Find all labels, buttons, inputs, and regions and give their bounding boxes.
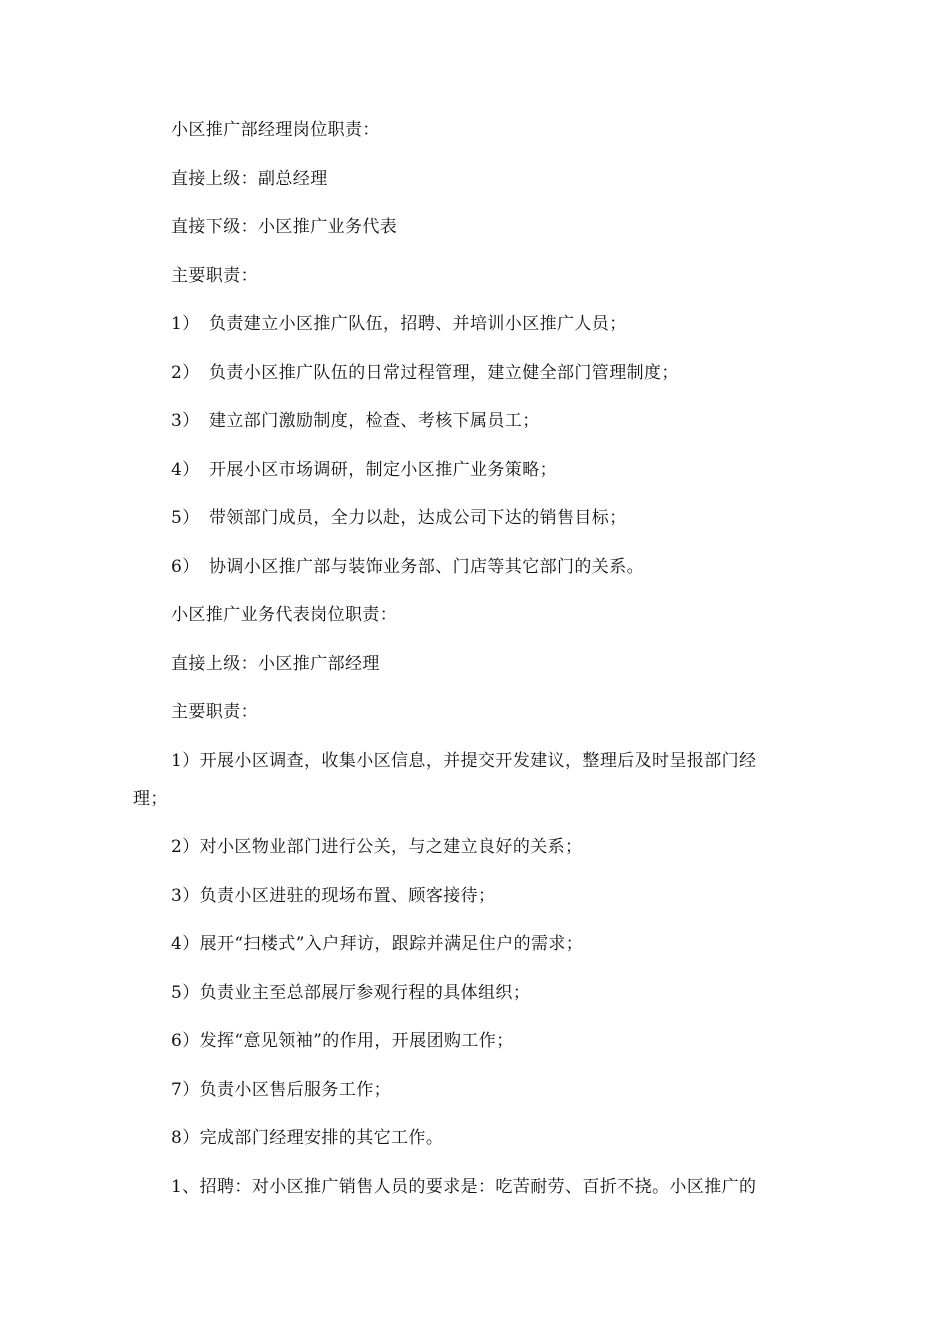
- rep-duty-item: 5）负责业主至总部展厅参观行程的具体组织；: [171, 983, 531, 1003]
- duty-text: 负责建立小区推广队伍，招聘、并培训小区推广人员；: [209, 314, 627, 334]
- rep-section-title: 小区推广业务代表岗位职责：: [171, 605, 398, 625]
- rep-duty-item-1-continuation: 理；: [133, 789, 168, 809]
- manager-duty-item: [171, 409, 540, 433]
- manager-duty-item: [171, 312, 627, 336]
- manager-duty-item: [171, 506, 627, 530]
- manager-superior: 直接上级：副总经理: [171, 169, 328, 189]
- manager-duty-item: [171, 458, 557, 482]
- duty-number: 4）: [171, 460, 200, 480]
- manager-subordinate: 直接下级：小区推广业务代表: [171, 217, 398, 237]
- duty-number: 3）: [171, 411, 200, 431]
- duty-text: 负责小区推广队伍的日常过程管理，建立健全部门管理制度；: [209, 363, 679, 383]
- duty-text: 协调小区推广部与装饰业务部、门店等其它部门的关系。: [209, 557, 644, 577]
- rep-duty-item: 7）负责小区售后服务工作；: [171, 1080, 392, 1100]
- manager-section-title: 小区推广部经理岗位职责：: [171, 120, 380, 140]
- duty-number: 1）: [171, 314, 200, 334]
- rep-duty-item: 2）对小区物业部门进行公关，与之建立良好的关系；: [171, 837, 583, 857]
- rep-duty-item-1: 1）开展小区调查，收集小区信息，并提交开发建议，整理后及时呈报部门经: [171, 751, 757, 771]
- duty-number: 5）: [171, 508, 200, 528]
- rep-duty-item: 3）负责小区进驻的现场布置、顾客接待；: [171, 886, 496, 906]
- rep-duty-item: 8）完成部门经理安排的其它工作。: [171, 1128, 444, 1148]
- duty-number: 2）: [171, 363, 200, 383]
- duty-number: 6）: [171, 557, 200, 577]
- rep-duty-item: 6）发挥“意见领袖”的作用，开展团购工作；: [171, 1031, 514, 1051]
- manager-duty-item: [171, 555, 644, 579]
- duty-text: 开展小区市场调研，制定小区推广业务策略；: [209, 460, 557, 480]
- recruitment-paragraph: 1、招聘：对小区推广销售人员的要求是：吃苦耐劳、百折不挠。小区推广的: [171, 1177, 757, 1197]
- rep-duties-heading: 主要职责：: [171, 702, 258, 722]
- rep-superior: 直接上级：小区推广部经理: [171, 654, 380, 674]
- manager-duty-item: [171, 361, 679, 385]
- rep-duty-item: 4）展开“扫楼式”入户拜访，跟踪并满足住户的需求；: [171, 934, 584, 954]
- duty-text: 建立部门激励制度，检查、考核下属员工；: [209, 411, 540, 431]
- manager-duties-heading: 主要职责：: [171, 266, 258, 286]
- duty-text: 带领部门成员，全力以赴，达成公司下达的销售目标；: [209, 508, 627, 528]
